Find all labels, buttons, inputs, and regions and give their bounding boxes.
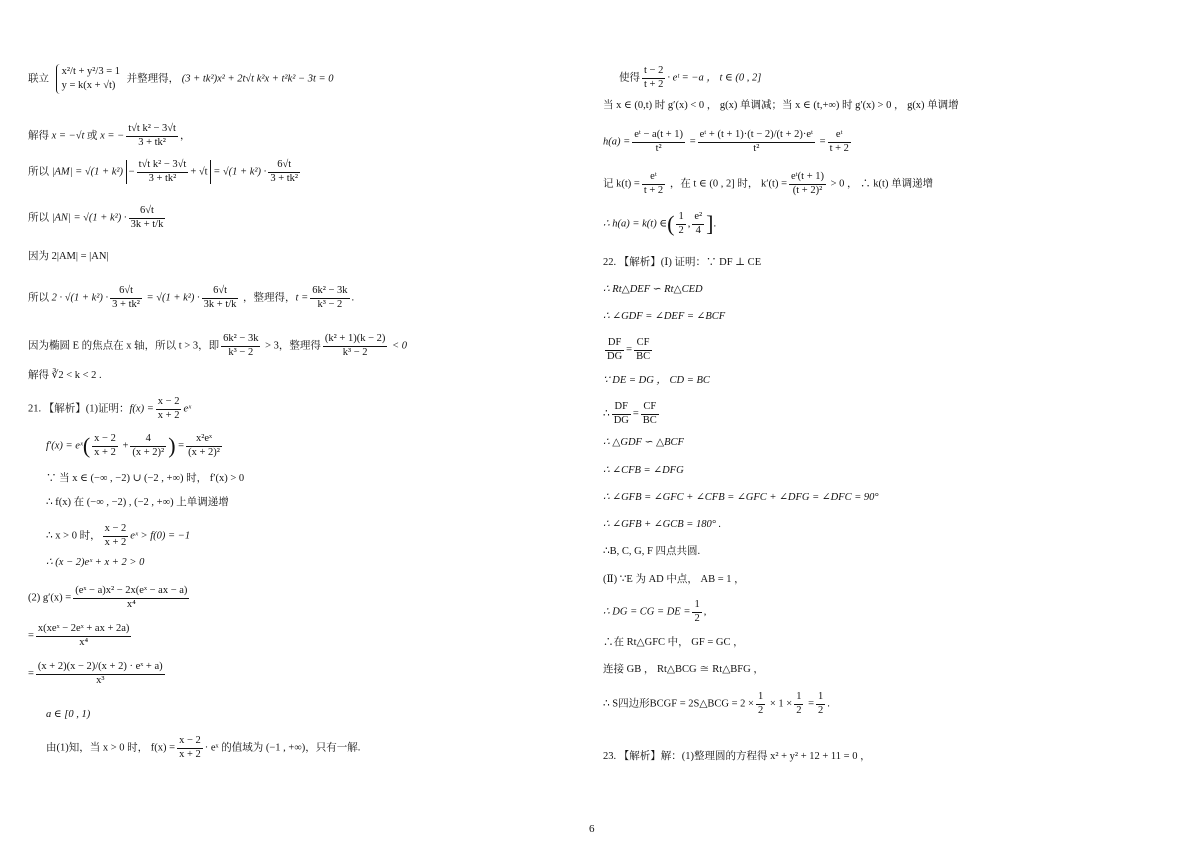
line-an: 所以 |AN| = √(1 + k²) · $\frac{6√t}{3k + t/k}$ xyxy=(28,205,164,230)
line-because: 因为 2|AM| = |AN| xyxy=(28,251,109,262)
line-angle3: ∴ ∠GFB = ∠GFC + ∠CFB = ∠GFC + ∠DFG = ∠DFC = 90° xyxy=(603,492,879,503)
line-ratio2: ∴ $\frac{DF}{DG}$ = $\frac{CF}{BC}$ xyxy=(603,401,657,426)
line-exists-t: 使得 $\frac{t - 2}{t + 2}$ · eᵗ = −a ， t ∈ (0 , 2] xyxy=(619,65,762,90)
line-g-step3: = $\frac{\text{(x + 2)(x − 2)/(x + 2) · eˣ + a)}}{\text{x³}}$ xyxy=(28,661,163,686)
page-number: 6 xyxy=(589,823,595,835)
line-h-range: ∴ h(a) = k(t) ∈( $\frac{1}{2}$ , $\frac{\text{e²}}{4}$ ]. xyxy=(603,211,717,236)
line-concyclic: ∴B, C, G, F 四点共圆. xyxy=(603,546,701,557)
q22-heading: 22. 【解析】(Ⅰ) 证明：∵ DF ⊥ CE xyxy=(603,257,762,268)
line-area: ∴ S四边形BCGF = 2S△BCG = 2 × $\frac{1}{2}$ × 1 × $\frac{1}{2}$ = $\frac{1}{2}$ . xyxy=(603,691,830,716)
line-a-range: a ∈ [0 , 1) xyxy=(46,709,91,720)
line-unique: 由(1)知，当 x > 0 时， f(x) = $\frac{x - 2}{x + 2}$ · eˣ 的值域为 (−1 , +∞)，只有一解. xyxy=(46,735,361,760)
q23-heading: 23. 【解析】解：(1)整理圆的方程得 x² + y² + 12 + 11 = 0 ， xyxy=(603,751,871,762)
line-derivative: f′(x) = eˣ( $\frac{x - 2}{x + 2}$ + $\frac{4}{\text{(x + 2)²}}$ ) = $\frac{\text{x²eˣ}}{\text{(x + 2)²}}$ xyxy=(46,433,220,458)
line-h: h(a) = $\frac{\text{eᵗ − a(t + 1)}}{\text{t²}}$ = $\frac{\text{eᵗ + (t + 1)·(t − 2)/(t + 2)·eᵗ}}{\text{t²}}$ = $\frac{\text{eᵗ}}{t + 2}$ xyxy=(603,129,849,154)
line-congruent: 连接 GB ， Rt△BCG ≅ Rt△BFG ， xyxy=(603,664,764,675)
line-ellipse: 因为椭圆 E 的焦点在 x 轴，所以 t > 3，即 $\frac{\text{6k² − 3k}}{\text{k³ − 2}}$ > 3，整理得 $\frac{\text{(k² + 1)(k − 2)}}{\text{k³ − 2}}$ < 0 xyxy=(28,333,407,358)
line-angle4: ∴ ∠GFB + ∠GCB = 180° . xyxy=(603,519,722,530)
line-g-monotone: 当 x ∈ (0,t) 时 g′(x) < 0 ， g(x) 单调减；当 x ∈ (t,+∞) 时 g′(x) > 0 ， g(x) 单调增 xyxy=(603,100,959,111)
line-equate: 所以 2 · √(1 + k²) · $\frac{6√t}{\text{3 + tk²}}$ = √(1 + k²) · $\frac{6√t}{3k + t/k}$ ，整理得，t = $\frac{\text{6k² − 3k}}{\text{k³ − 2}}$ . xyxy=(28,285,355,310)
q21-heading: 21. 【解析】(1)证明：f(x) = $\frac{x - 2}{x + 2}$ eˣ xyxy=(28,396,192,421)
line-similar1: ∴ Rt△DEF ∽ Rt△CED xyxy=(603,284,703,295)
line-ratio1: $\frac{DF}{DG}$ = $\frac{CF}{BC}$ xyxy=(607,337,651,362)
line-k: 记 k(t) = $\frac{\text{eᵗ}}{t + 2}$ ，在 t ∈ (0 , 2] 时， k′(t) = $\frac{\text{eᵗ(t + 1)}}{\text{(t + 2)²}}$ > 0 ， ∴ k(t) 单调递增 xyxy=(603,171,934,196)
line-part2: (Ⅱ) ∵E 为 AD 中点， AB = 1 ， xyxy=(603,574,745,585)
line-result-k: 解得 ∛2 < k < 2 . xyxy=(28,370,102,381)
line-equal-sides: ∵ DE = DG ， CD = BC xyxy=(603,375,710,386)
line-g-step2: = $\frac{\text{x(xeˣ − 2eˣ + ax + 2a)}}{\text{x⁴}}$ xyxy=(28,623,130,648)
line-monotone: ∴ f(x) 在 (−∞ , −2) , (−2 , +∞) 上单调递增 xyxy=(46,497,229,508)
line-g-derivative: (2) g′(x) = $\frac{\text{(eˣ − a)x² − 2x(eˣ − ax − a)}}{\text{x⁴}}$ xyxy=(28,585,188,610)
line-solution-x: 解得 x = −√t 或 x = − $\frac{\text{t√t k² − 3√t}}{\text{3 + tk²}}$ ， xyxy=(28,123,191,148)
line-right-triangle: ∴在 Rt△GFC 中， GF = GC ， xyxy=(603,637,744,648)
line-angle1: ∴ ∠GDF = ∠DEF = ∠BCF xyxy=(603,311,726,322)
line-sign: ∵ 当 x ∈ (−∞ , −2) ∪ (−2 , +∞) 时， f′(x) > 0 xyxy=(46,473,245,484)
line-x-positive: ∴ x > 0 时， $\frac{x - 2}{x + 2}$ eˣ > f(0) = −1 xyxy=(46,523,191,548)
line-system: 联立 x²/t + y²/3 = 1 y = k(x + √t) 并整理得， (3 + tk²)x² + 2t√t k²x + t²k² − 3t = 0 xyxy=(28,64,333,94)
line-similar2: ∴ △GDF ∽ △BCF xyxy=(603,437,684,448)
line-angle2: ∴ ∠CFB = ∠DFG xyxy=(603,465,684,476)
line-am: 所以 |AM| = √(1 + k²) − $\frac{\text{t√t k² − 3√t}}{\text{3 + tk²}}$ + √t = √(1 + k²) · $\frac{6√t}{\text{3 + tk²}}$ xyxy=(28,159,299,184)
line-inequality: ∴ (x − 2)eˣ + x + 2 > 0 xyxy=(46,557,145,568)
equation-system: x²/t + y²/3 = 1 y = k(x + √t) xyxy=(56,64,120,94)
line-lengths: ∴ DG = CG = DE = $\frac{1}{2}$ , xyxy=(603,599,707,624)
